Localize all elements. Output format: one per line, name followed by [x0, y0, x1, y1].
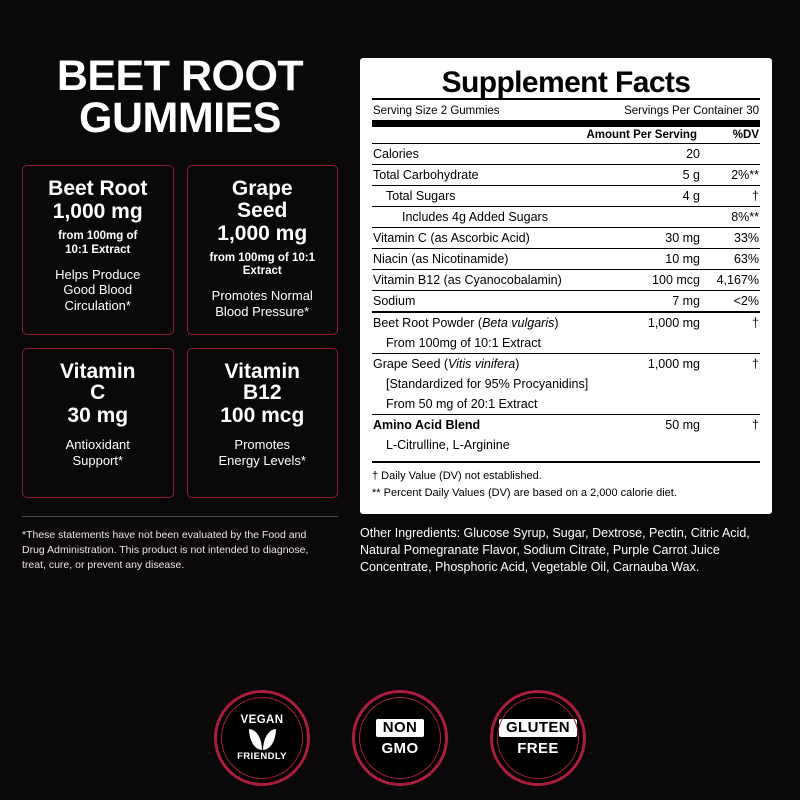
- nutrient-dv: <2%: [733, 294, 759, 308]
- claim-card-vitamin-b12: [187, 348, 339, 498]
- footnotes: [372, 463, 760, 502]
- ingredient-amount: 50 mg: [665, 418, 700, 432]
- nutrient-name: Vitamin B12 (as Cyanocobalamin): [372, 270, 622, 291]
- footnote-asterisk: ** Percent Daily Values (DV) are based on a 2,000 calorie diet.: [372, 486, 677, 499]
- left-panel: [0, 0, 360, 800]
- badge-line1: GLUTEN: [499, 719, 577, 737]
- badge-line1: NON: [376, 719, 425, 737]
- table-row: [372, 207, 760, 228]
- nutrient-name: Vitamin C (as Ascorbic Acid): [372, 228, 622, 249]
- footnote-dagger: † Daily Value (DV) not established.: [372, 470, 542, 482]
- nutrient-name: Total Carbohydrate: [372, 165, 622, 186]
- claim-name: Vitamin B12: [224, 359, 300, 405]
- ingredient-amount: 1,000 mg: [647, 316, 700, 330]
- ingredient-amount: 1,000 mg: [647, 357, 700, 371]
- product-title-line2: GUMMIES: [79, 94, 281, 143]
- badge-line2: FRIENDLY: [237, 750, 287, 762]
- ingredient-name: Amino Acid Blend: [373, 418, 481, 432]
- nutrient-amount: 7 mg: [672, 294, 700, 308]
- table-row: [372, 249, 760, 270]
- spacer-cell: [622, 394, 708, 415]
- product-title-line1: BEET ROOT: [56, 52, 304, 100]
- nutrient-amount: 5 g: [622, 165, 708, 186]
- table-row: [372, 354, 760, 375]
- spacer-cell: [622, 374, 708, 394]
- badge-vegan-friendly: [214, 690, 310, 786]
- fda-disclaimer: *These statements have not been evaluated by the Food and Drug Administration. This product is not intended to diagnose, treat, cure, or prevent any disease.: [22, 516, 338, 573]
- nutrient-dv: 4,167%: [708, 270, 760, 291]
- page-title: [22, 52, 338, 143]
- nutrient-amount: 10 mg: [622, 249, 708, 270]
- claim-benefit: Antioxidant Support*: [65, 437, 130, 469]
- nutrient-amount: 30 mg: [622, 228, 708, 249]
- claim-benefit: Promotes Energy Levels*: [218, 437, 306, 469]
- table-row: [372, 228, 760, 249]
- ingredient-detail: [Standardized for 95% Procyanidins]: [386, 377, 589, 391]
- claim-dose: 100 mcg: [220, 404, 305, 428]
- badge-ring: [497, 697, 579, 779]
- ingredient-dv: †: [752, 316, 759, 330]
- column-headers: [372, 127, 760, 143]
- ingredient-detail: From 100mg of 10:1 Extract: [372, 333, 622, 354]
- spacer-cell: [622, 435, 708, 455]
- nutrient-dv: 8%**: [708, 207, 760, 228]
- ingredient-dv: †: [752, 357, 759, 371]
- nutrient-amount: 100 mcg: [622, 270, 708, 291]
- nutrient-amount: 20: [622, 144, 708, 165]
- table-row: [372, 144, 760, 165]
- nutrient-name: Sodium: [373, 294, 416, 308]
- claim-dose: 30 mg: [67, 404, 129, 428]
- table-row: [372, 270, 760, 291]
- certification-badges: [0, 690, 800, 786]
- table-row: [372, 435, 760, 455]
- nutrient-name: Niacin (as Nicotinamide): [372, 249, 622, 270]
- badge-line2: GMO: [381, 740, 419, 757]
- badge-ring: [359, 697, 441, 779]
- claim-name: Grape Seed: [231, 177, 293, 222]
- claim-card-beet-root: [22, 165, 174, 335]
- claim-name: Beet Root: [48, 177, 148, 201]
- botanical-table: [372, 313, 760, 455]
- nutrient-dv: 63%: [708, 249, 760, 270]
- nutrient-table: [372, 144, 760, 311]
- servings-per-container: Servings Per Container 30: [624, 105, 759, 117]
- serving-info: [372, 100, 760, 120]
- nutrient-dv: †: [708, 186, 760, 207]
- nutrient-name: Calories: [372, 144, 622, 165]
- nutrient-name: Includes 4g Added Sugars: [372, 207, 622, 228]
- percent-dv-header: %DV: [732, 129, 759, 141]
- claims-grid: [22, 165, 338, 498]
- claim-benefit: Helps Produce Good Blood Circulation*: [55, 266, 141, 314]
- table-row: [372, 394, 760, 415]
- nutrient-name: Total Sugars: [372, 186, 622, 207]
- table-row: [372, 313, 760, 333]
- badge-line2: FREE: [517, 740, 559, 757]
- nutrient-dv: 33%: [708, 228, 760, 249]
- ingredient-detail: From 50 mg of 20:1 Extract: [372, 394, 622, 415]
- claim-benefit: Promotes Normal Blood Pressure*: [211, 288, 313, 319]
- table-row: [372, 165, 760, 186]
- ingredient-name: Beet Root Powder (Beta vulgaris): [373, 316, 559, 330]
- serving-size: Serving Size 2 Gummies: [373, 105, 500, 117]
- claim-name: Vitamin C: [60, 359, 136, 405]
- table-row: [372, 186, 760, 207]
- nutrient-amount: [622, 207, 708, 228]
- table-row: [372, 415, 760, 436]
- nutrient-dv: 2%**: [708, 165, 760, 186]
- supplement-facts-panel: [360, 58, 772, 514]
- supplement-facts-title: Supplement Facts: [441, 66, 691, 99]
- badge-line1: VEGAN: [240, 714, 284, 727]
- table-row: [372, 374, 760, 394]
- badge-ring: [221, 697, 303, 779]
- spacer-cell: [708, 333, 760, 354]
- claim-card-grape-seed: [187, 165, 339, 335]
- claim-card-vitamin-c: [22, 348, 174, 498]
- table-row: [372, 291, 760, 312]
- other-ingredients: Other Ingredients: Glucose Syrup, Sugar, Dextrose, Pectin, Citric Acid, Natural Pomegranate Flavor, Sodium Citrate, Purple Carrot Juice Concentrate, Phosphoric Acid, Vegetable Oil, Carnauba Wax.: [360, 525, 750, 575]
- spacer-cell: [708, 374, 760, 394]
- latin-name: Vitis vinifera: [448, 357, 516, 371]
- spacer-cell: [708, 394, 760, 415]
- claim-sub: from 100mg of 10:1 Extract: [209, 251, 315, 278]
- claim-sub: from 100mg of 10:1 Extract: [58, 229, 138, 256]
- ingredient-dv: †: [752, 418, 759, 432]
- table-row: [372, 333, 760, 354]
- spacer-cell: [708, 435, 760, 455]
- spacer-cell: [622, 333, 708, 354]
- badge-non-gmo: [352, 690, 448, 786]
- claim-dose: 1,000 mg: [217, 221, 308, 245]
- badge-gluten-free: [490, 690, 586, 786]
- claim-dose: 1,000 mg: [52, 199, 143, 223]
- ingredient-detail: L-Citrulline, L-Arginine: [386, 438, 510, 452]
- nutrient-amount: 4 g: [622, 186, 708, 207]
- nutrient-dv: [708, 144, 760, 165]
- amount-per-serving-header: Amount Per Serving: [586, 129, 697, 141]
- right-panel: [360, 0, 800, 800]
- latin-name: Beta vulgaris: [482, 316, 555, 330]
- ingredient-name: Grape Seed (Vitis vinifera): [373, 357, 520, 371]
